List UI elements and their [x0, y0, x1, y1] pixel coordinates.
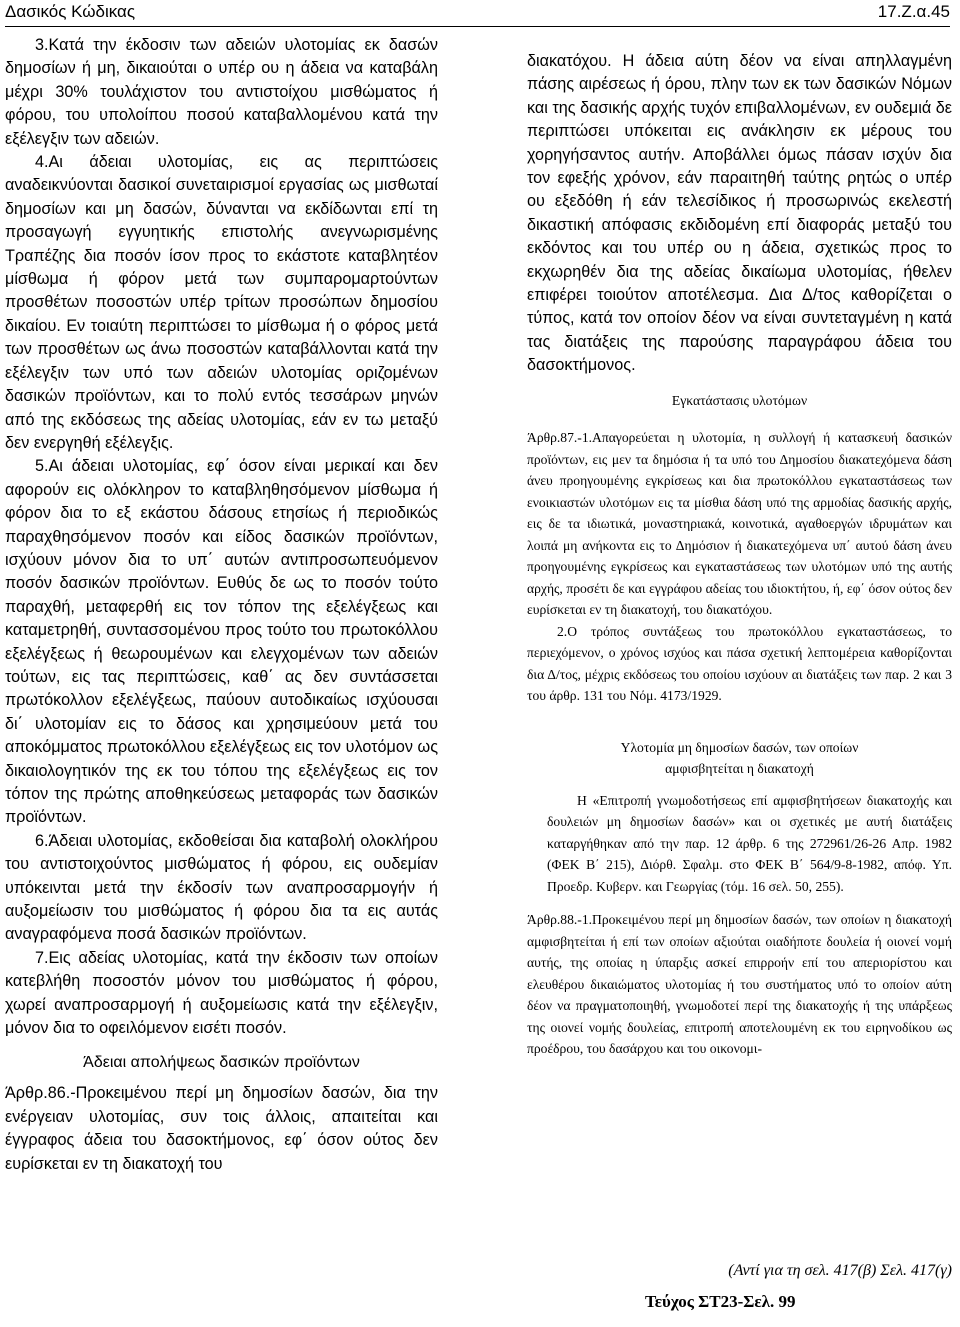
article-87-2: 2.Ο τρόπος συντάξεως του πρωτοκόλλου εγκαταστάσεως, το περιεχόμενον, ο χρόνος ισχύος και πάσα σχετική λεπτομέρεια καθορίζονται δια Δ/τος, μέχρις εκδόσεως του οποίου ισχύουν αι διατάξεις των παρ. 2 και 3 του άρθρ. 131 του Νόμ. 4173/1929. [527, 623, 952, 704]
volume-page-number: Τεύχος ΣΤ23-Σελ. 99 [645, 1292, 796, 1311]
paragraph-7: 7.Εις αδείας υλοτομίας, κατά την έκδοσιν των οποίων κατεβλήθη ποσοστόν μόνον του μισθώματος ή φόρου, χωρεί αναπροσαρμογή ή αυξομείωσις κατά την εξέλεγξιν, μόνον δια το οφειλόμενον εισέτι ποσόν. [5, 948, 438, 1038]
paragraph-3: 3.Κατά την έκδοσιν των αδειών υλοτομίας εκ δασών δημοσίων ή μη, δικαιούται ο υπέρ ου η άδεια να καταβάλη μέχρι 30% τουλάχιστον του αντιστοίχου μισθώματος ή φόρου, του υπολοίπου ποσού καταβαλλομένου κατά την εξέλεγξιν των αδειών. [5, 36, 438, 148]
replacement-page-note: (Αντί για τη σελ. 417(β) Σελ. 417(γ) [728, 1262, 952, 1279]
article-88-1: Άρθρ.88.-1.Προκειμένου περί μη δημοσίων δασών, των οποίων η διακατοχή αμφισβητείται ή επί των οποίων αξιούται οιαδήποτε δουλεία ή οιονεί νομή αυτής, της οποίας η ύπαρξις ασκεί επιρροήν επί του απεριορίστου και ελευθέρου δικαιώματος υλοτομίας ή του συστήματος υπό το οποίον αύτη δέον να πραγματοποιηθή, γνωμοδοτεί περί της διακατοχής ή της υπάρξεως της οιονεί νομής δουλείας, επιτροπή αποτελουμένη εκ του ειρηνοδίκου ως προέδρου, του δασάρχου και του οικονομι- [527, 912, 952, 1057]
header-title: Δασικός Κώδικας [5, 2, 136, 21]
header-code: 17.Ζ.α.45 [877, 2, 950, 21]
section-heading-harvest-permits: Άδειαι απολήψεως δασικών προϊόντων [83, 1054, 360, 1072]
article-87-1: Άρθρ.87.-1.Απαγορεύεται η υλοτομία, η συλλογή ή κατασκευή δασικών προϊόντων, εις μεν τα δημόσια ή τα υπό του Δημοσίου διακατεχόμενα δάση άνευ προηγουμένης εγκρίσεως και δια πρωτοκόλλου εγκαταστάσεως των ενοικιαστών υλοτόμων εις τα μίσθια δάση υπό της αρμοδίας δασικής αρχής, εις δε τα ιδιωτικά, μοναστηριακά, κοινοτικά, αγαθοεργών ιδρυμάτων και λοιπά μη ανήκοντα εις το Δημόσιον ή διακατεχόμενα υπ΄ αυτού δάση άνευ προηγουμένης εγκρίσεως και εγκαταστάσεως των υλοτόμων υπό της αυτής αρχής, προσέτι δε και εγγράφου αδείας του ιδιοκτήτου, ή, εφ΄ όσον ούτος δεν ευρίσκεται εν τη διακατοχή, του διακατόχου. [527, 430, 952, 618]
article-86: Άρθρ.86.-Προκειμένου περί μη δημοσίων δασών, δια την ενέργειαν υλοτομίας, συν τοις άλλοις, απαιτείται και έγγραφος άδεια του δασοκτήμονος, εφ΄ όσον ούτος δεν ευρίσκεται εν τη διακατοχή του [5, 1084, 438, 1173]
repeal-note: Η «Επιτροπή γνωμοδοτήσεως επί αμφισβητήσεων διακατοχής και δουλειών μη δημοσίων δασών» και οι σχετικές με αυτή διατάξεις καταργήθηκαν από την παρ. 12 άρθρ. 6 της 272961/26-26 Απρ. 1982 (ΦΕΚ Β΄ 215), Διόρθ. Σφαλμ. στο ΦΕΚ Β΄ 564/9-8-1982, απόφ. Υπ. Προεδρ. Κυβερν. και Γεωργίας (τόμ. 16 σελ. 50, 255). [547, 792, 952, 894]
section-heading-installation: Εγκατάστασις υλοτόμων [671, 392, 808, 408]
page-header [5, 2, 950, 27]
paragraph-5: 5.Αι άδειαι υλοτομίας, εφ΄ όσον είναι μερικαί και δεν αφορούν εις ολόκληρον το καταβληθησόμενον μίσθωμα ή φόρον δια το εξ εκάστου δάσους ετησίως ή περιοδικώς παραχθησόμενον ποσόν και είδος δασικών προϊόντων, ισχύουν μόνον δια το υπ΄ αυτών αντιπροσωπευόμενον ποσόν δασικών προϊόντων. Ευθύς δε ως το ποσόν τούτο παραχθή, μεταφερθή εις τον τόπον της εξελέγξεως και καταμετρηθή, συντασσομένου προς τούτο του πρωτοκόλλου εξελέγξεως ή θεωρουμένων και ελεγχομένων των αδειών τούτων, εις τας περιπτώσεις, καθ΄ ας δεν συντάσσεται πρωτόκολλον εξελέγξεως, παύουν αυτοδικαίως ισχύουσαι δι΄ υλοτομίαν εις το δάσος και χρησιμεύουν μετά του αποκόμματος πρωτοκόλλου εξελέγξεως εις τον υλοτόμον ως δικαιολογητικόν της εκ του τόπου της εξελέγξεως εις τον τόπον της πρώτης αποθηκεύσεως μεταφοράς των δασικών προϊόντων. [5, 457, 438, 827]
right-column [527, 50, 952, 1060]
article-86-continuation: διακατόχου. Η άδεια αύτη δέον να είναι απηλλαγμένη πάσης αιρέσεως ή όρου, πλην των εκ των δασικών Νόμων και της δασικής αρχής τυχόν επιβαλλομένων, εν ουδεμιά δε περιπτώσει υπόκειται εις ανάκλησιν εκ μέρους του χορηγήσαντος αυτήν. Αποβάλλει όμως πάσαν ισχύν δια τον εφεξής χρόνον, εάν παραιτηθή ταύτης ρητώς ο υπέρ ου εξεδόθη ή εάν τελεσίδικος ή προσωρινώς εκελεστή δικαστική απόφασις εκδιδομένη επί διαφοράς μεταξύ του εκδόντος και του υπέρ ου η άδεια, σχετικώς προς το εκχωρηθέν δια της αδείας δικαίωμα υλοτομίας, ήθελεν επιφέρει τοιούτον αποτέλεσμα. Δια Δ/τος καθορίζεται ο τύπος, κατά τον οποίον δέον να είναι συντεταγμένη η κατά τας διατάξεις της παρούσης παραγράφου άδεια του δασοκτήμονος. [527, 52, 952, 375]
section-heading-disputed-forests-line1: Υλοτομία μη δημοσίων δασών, των οποίων [620, 739, 859, 755]
paragraph-6: 6.Άδειαι υλοτομίας, εκδοθείσαι δια καταβολή ολοκλήρου του αντιστοιχούντος μισθώματος ή φόρου, εις ουδεμίαν υπόκεινται μετά την έκδοσίν των αναπροσαρμογήν ή αυξομείωσιν του μισθώματος ή φόρου δια τα εις αυτάς αναγραφόμενα ποσά δασικών προϊόντων. [5, 831, 438, 944]
paragraph-4: 4.Αι άδειαι υλοτομίας, εις ας περιπτώσεις αναδεικνύονται δασικοί συνεταιρισμοί εργασίας ως μισθωταί δημοσίων και μη δασών, δύνανται να εκδίδωνται επί τη προσαγωγή εγγυητικής επιστολής ανεγνωρισμένης Τραπέζης δια ποσόν ίσον προς το εκάστοτε καταβλητέον μίσθωμα ή φόρον μετά των συμπαρομαρτούντων προσθέτων ποσοστών υπέρ τρίτων προσώπων δημοσίου δικαίου. Εν τοιαύτη περιπτώσει το μίσθωμα ή ο φόρος μετά των προσθέτων ως άνω ποσοστών καταβάλλονται κατά την εξέλεγξιν των υπό των αδειών υλοτομίας οριζομένων δασικών προϊόντων, και το πολύ εντός τεσσάρων μηνών από της εκδόσεως της αδείας υλοτομίας, εάν εν τω μεταξύ δεν ενεργηθή εξέλεγξις. [5, 153, 438, 452]
section-heading-disputed-forests-line2: αμφισβητείται η διακατοχή [665, 761, 814, 777]
left-column [5, 34, 438, 1176]
